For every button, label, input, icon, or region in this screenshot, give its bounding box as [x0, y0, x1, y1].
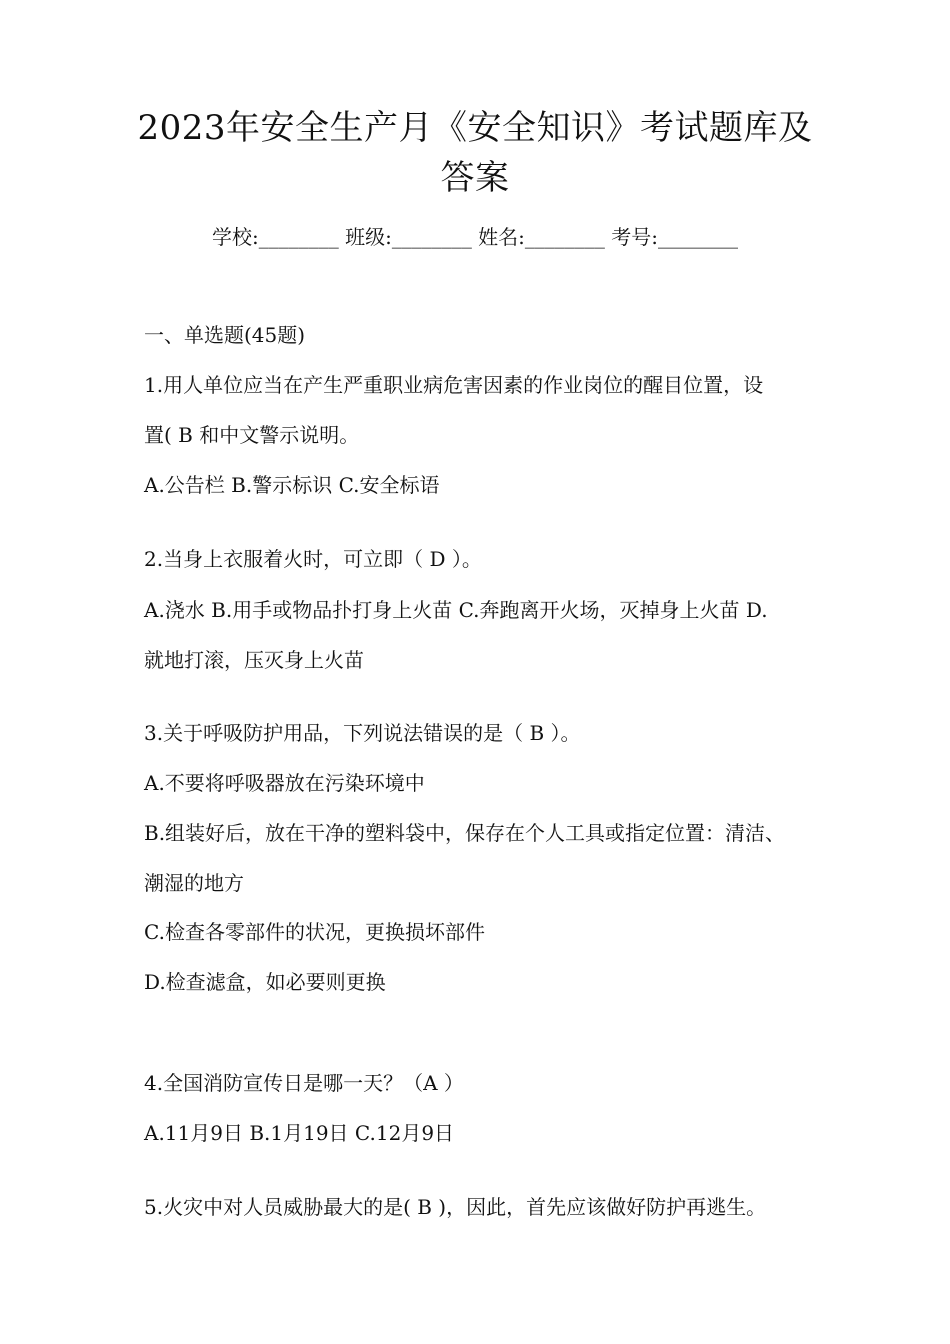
- question-1-stem-line-2: 置( B 和中文警示说明。: [144, 423, 360, 447]
- question-5-stem: 5.火灾中对人员威胁最大的是( B )，因此，首先应该做好防护再逃生。: [144, 1195, 767, 1219]
- document-title-line-1: 2023年安全生产月《安全知识》考试题库及: [137, 108, 813, 148]
- question-4-options: A.11月9日 B.1月19日 C.12月9日: [144, 1121, 455, 1145]
- question-2-options-line-2: 就地打滚，压灭身上火苗: [144, 648, 364, 672]
- section-heading: 一、单选题(45题): [144, 323, 306, 347]
- question-2-options-line-1: A.浇水 B.用手或物品扑打身上火苗 C.奔跑离开火场，灭掉身上火苗 D.: [144, 598, 768, 622]
- question-3-option-c: C.检查各零部件的状况，更换损坏部件: [144, 920, 485, 944]
- question-3-stem: 3.关于呼吸防护用品，下列说法错误的是（ B ）。: [144, 721, 581, 745]
- question-4-stem: 4.全国消防宣传日是哪一天？（A ）: [144, 1071, 464, 1095]
- document-title-line-2: 答案: [440, 158, 510, 198]
- question-2-stem: 2.当身上衣服着火时，可立即（ D ）。: [144, 547, 482, 571]
- student-info-line: 学校:________ 班级:________ 姓名:________ 考号:________: [211, 225, 739, 249]
- question-3-option-b-line-2: 潮湿的地方: [144, 871, 244, 895]
- question-3-option-b-line-1: B.组装好后，放在干净的塑料袋中，保存在个人工具或指定位置：清洁、: [144, 821, 786, 845]
- question-3-option-d: D.检查滤盒，如必要则更换: [144, 970, 386, 994]
- question-1-stem-line-1: 1.用人单位应当在产生严重职业病危害因素的作业岗位的醒目位置，设: [144, 373, 764, 397]
- question-1-options: A.公告栏 B.警示标识 C.安全标语: [144, 473, 440, 497]
- question-3-option-a: A.不要将呼吸器放在污染环境中: [144, 771, 425, 795]
